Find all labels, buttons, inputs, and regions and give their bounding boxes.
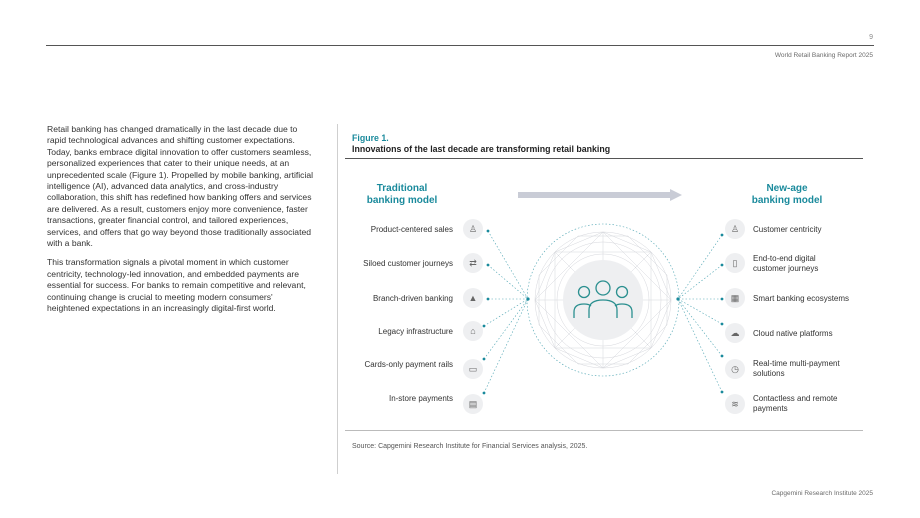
right-item-label: Contactless and remote payments bbox=[753, 394, 838, 413]
product-icon: ♙ bbox=[463, 219, 483, 239]
branch-icon: ▲ bbox=[463, 288, 483, 308]
cloud-icon: ☁ bbox=[725, 323, 745, 343]
left-item-label: Legacy infrastructure bbox=[378, 327, 453, 336]
left-item-label: Cards-only payment rails bbox=[364, 360, 453, 369]
figure-label: Figure 1. bbox=[352, 133, 389, 143]
paragraph-1: Retail banking has changed dramatically in the last decade due to rapid technological advances and shifting customer expectations. Today, banks embrace digital innovation to offer customers seamless, personalized experiences that cater to their unique needs, at an unprecedented scale (Figure 1). Propelled by mobile banking, artificial intelligence (AI), advanced data analytics, and cross-industry collaboration, this shift has redefined how banking offers and services are delivered. As a result, customers enjoy more convenience, faster transactions, greater financial control, and tailored experiences, services, and offers that go way beyond those traditionally associated with a bank. bbox=[47, 124, 314, 249]
left-heading: Traditional banking model bbox=[366, 183, 438, 206]
journey-icon: ⇄ bbox=[463, 253, 483, 273]
people-group-icon bbox=[563, 260, 643, 340]
footer-text: Capgemini Research Institute 2025 bbox=[771, 490, 873, 497]
figure-bottom-rule bbox=[345, 430, 863, 431]
right-heading: New-age banking model bbox=[751, 183, 823, 206]
report-title: World Retail Banking Report 2025 bbox=[774, 52, 873, 59]
bank-building-icon: ⌂ bbox=[463, 321, 483, 341]
right-item-label: Customer centricity bbox=[753, 225, 822, 234]
left-item-label: Siloed customer journeys bbox=[363, 259, 453, 268]
right-item-label: Cloud native platforms bbox=[753, 329, 833, 338]
left-item-label: In-store payments bbox=[388, 394, 453, 403]
page-number: 9 bbox=[869, 34, 873, 41]
customer-icon: ♙ bbox=[725, 219, 745, 239]
right-item-label: End-to-end digital customer journeys bbox=[753, 254, 819, 273]
left-item-label: Product-centered sales bbox=[370, 225, 453, 234]
left-item-label: Branch-driven banking bbox=[372, 294, 453, 303]
paragraph-2: This transformation signals a pivotal moment in which customer centricity, technology-led innovation, and embedded payments are essential for success. For banks to remain competitive and relevant, continuing change is crucial to meeting modern consumers' heightened expectations in an increasingly digital-first world. bbox=[47, 257, 306, 314]
figure-source: Source: Capgemini Research Institute for Financial Services analysis, 2025. bbox=[352, 443, 588, 450]
ecosystem-icon: ▦ bbox=[725, 288, 745, 308]
figure-title: Innovations of the last decade are transforming retail banking bbox=[352, 144, 611, 154]
right-item-label: Smart banking ecosystems bbox=[753, 294, 850, 303]
pos-icon: ▤ bbox=[463, 394, 483, 414]
devices-icon: ▯ bbox=[725, 253, 745, 273]
card-icon: ▭ bbox=[463, 359, 483, 379]
contactless-icon: ≋ bbox=[725, 394, 745, 414]
clock-icon: ◷ bbox=[725, 359, 745, 379]
right-item-label: Real-time multi-payment solutions bbox=[753, 359, 840, 378]
